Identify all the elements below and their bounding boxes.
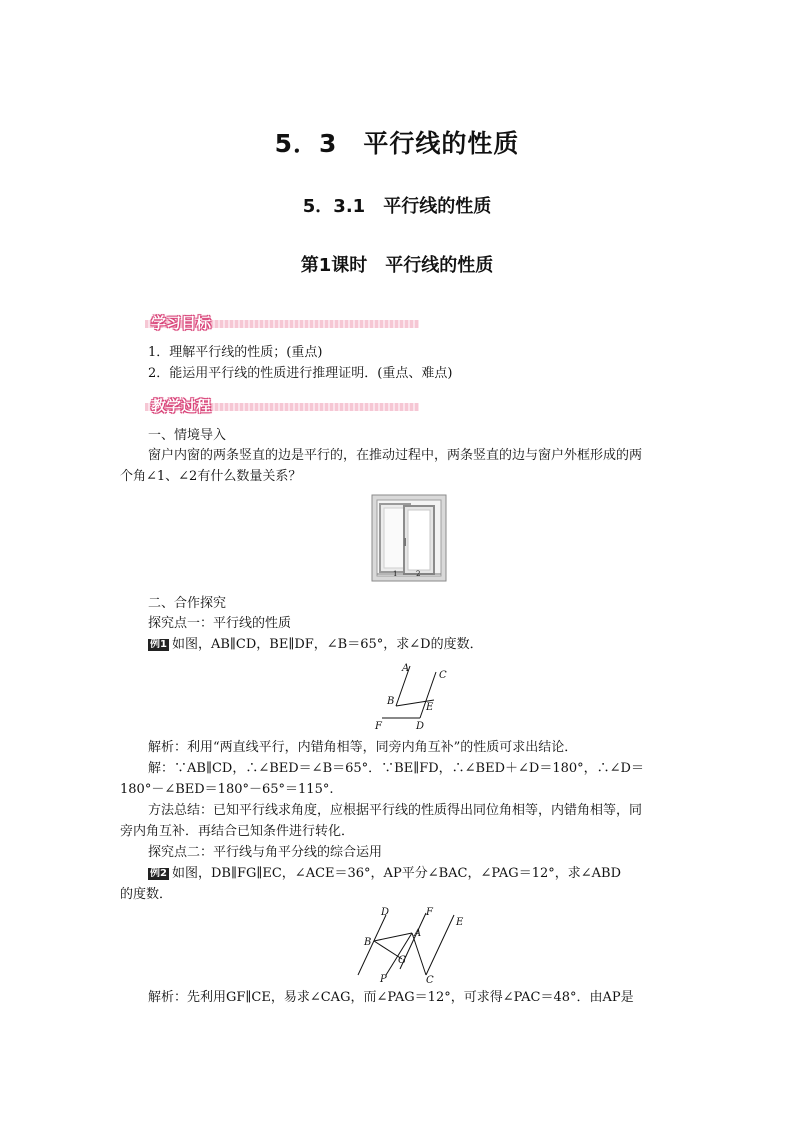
label-P: P: [380, 974, 387, 985]
label-E: E: [456, 917, 464, 928]
label-A: A: [414, 928, 422, 939]
label-B: B: [364, 937, 372, 948]
label-D: D: [381, 907, 390, 918]
analysis1: 解析：利用“两直线平行，内错角相等，同旁内角互补”的性质可求出结论．: [148, 740, 578, 755]
label-G: G: [398, 955, 406, 966]
example1-text: 如图，AB∥CD，BE∥DF，∠B＝65°，求∠D的度数．: [171, 637, 483, 652]
label-B: B: [387, 696, 395, 707]
window-figure: [371, 494, 447, 582]
label-F: F: [375, 721, 382, 732]
figure-example1: [370, 660, 450, 732]
method-summary: 方法总结：已知平行线求角度，应根据平行线的性质得出同位角相等，内错角相等，同: [148, 803, 643, 818]
label-A: A: [402, 663, 410, 674]
section-title: 5．3.1 平行线的性质: [302, 196, 492, 217]
page-title: 5．3 平行线的性质: [274, 129, 520, 158]
label-F: F: [426, 907, 433, 918]
example1: [148, 635, 483, 655]
example2-text: 的度数．: [120, 887, 173, 902]
lesson-title: 第1课时 平行线的性质: [300, 255, 494, 276]
example2: [148, 864, 621, 884]
angle2-label: 2: [416, 570, 421, 578]
part1-text: 窗户内窗的两条竖直的边是平行的，在推动过程中，两条竖直的边与窗户外框形成的两: [148, 448, 643, 463]
objective-item: 1．理解平行线的性质；(重点): [148, 345, 323, 360]
angle1-label: 1: [393, 570, 398, 578]
solution1: 180°－∠BED＝180°－65°＝115°.: [120, 782, 334, 797]
example1-tag: 例1: [150, 639, 167, 650]
point2-heading: 探究点二：平行线与角平分线的综合运用: [148, 845, 383, 860]
solution1: 解：∵AB∥CD，∴∠BED＝∠B＝65°．∵BE∥FD，∴∠BED＋∠D＝180°，∴∠D＝: [148, 761, 644, 776]
objective-item: 2．能运用平行线的性质进行推理证明．(重点、难点): [148, 366, 453, 381]
point1-heading: 探究点一：平行线的性质: [148, 616, 292, 631]
method-summary: 旁内角互补．再结合已知条件进行转化．: [120, 824, 355, 839]
example2-text: 如图，DB∥FG∥EC，∠ACE＝36°，AP平分∠BAC，∠PAG＝12°，求∠ABD: [171, 866, 621, 881]
part1-heading: 一、情境导入: [148, 428, 227, 443]
label-E: E: [426, 702, 434, 713]
part1-text: 个角∠1、∠2有什么数量关系？: [120, 469, 302, 484]
label-C: C: [439, 670, 447, 681]
label-D: D: [416, 721, 425, 732]
objectives-banner: [145, 312, 419, 334]
label-C: C: [426, 975, 434, 985]
objectives-banner-label: 学习目标: [151, 314, 212, 332]
figure-example2: [356, 903, 468, 985]
analysis2: 解析：先利用GF∥CE，易求∠CAG，而∠PAG＝12°，可求得∠PAC＝48°．由AP是: [148, 990, 634, 1005]
process-banner-label: 教学过程: [151, 397, 212, 415]
example2-tag: 例2: [150, 868, 167, 879]
part2-heading: 二、合作探究: [148, 596, 227, 611]
process-banner: [145, 395, 419, 417]
